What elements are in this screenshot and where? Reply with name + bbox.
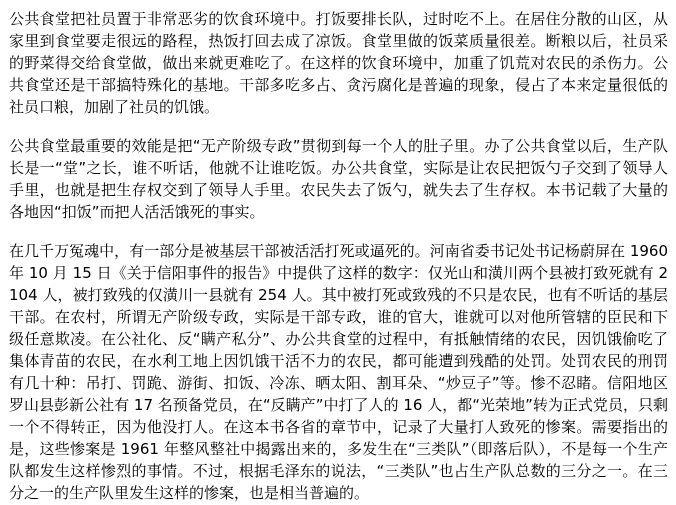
paragraph-canteen-dictatorship-control: 公共食堂最重要的效能是把“无产阶级专政”贯彻到每一个人的肚子里。办了公共食堂以后，生产队长是一“堂”之长，谁不听话，他就不让谁吃饭。办公共食堂，实际是让农民把饭勺子交到了领导人手里，也就是把生存权交到了领导人手里。农民失去了饭勺，就失去了生存权。本书记载了大量的各地因“扣饭”而把人活活饿死的事实。 [9, 137, 668, 221]
paragraph-cadre-beatings-statistics: 在几千万冤魂中，有一部分是被基层干部被活活打死或逼死的。河南省委书记处书记杨蔚屏在 1960 年 10 月 15 日《关于信阳事件的报告》中提供了这样的数字：仅光山和潢川两个县被打致死就有 2104 人，被打致残的仅潢川一县就有 254 人。其中被打死或致残的不只是农民，也有不听话的基层干部。在农村，所谓无产阶级专政，实际是干部专政，谁的官大，谁就可以对他所管辖的臣民和下级任意欺凌。在公社化、反“瞒产私分”、办公共食堂的过程中，有抵触情绪的农民，因饥饿偷吃了集体青苗的农民，在水利工地上因饥饿干活不力的农民，都可能遭到残酷的处罚。处罚农民的刑罚有几十种：吊打、罚跪、游街、扣饭、冷冻、晒太阳、割耳朵、“炒豆子”等。惨不忍睹。信阳地区罗山县彭新公社有 17 名预备党员，在“反瞒产”中打了人的 16 人，都“光荣地”转为正式党员，只剩一个不得转正，因为他没打人。在这本书各省的章节中，记录了大量打人致死的惨案。需要指出的是，这些惨案是 1961 年整风整社中揭露出来的，多发生在“三类队”（即落后队），不是每一个生产队都发生这样惨烈的事情。不过，根据毛泽东的说法，“三类队”也占生产队总数的三分之一。在三分之一的生产队里发生这样的惨案，也是相当普遍的。 [9, 242, 668, 502]
paragraph-canteen-eating-conditions: 公共食堂把社员置于非常恶劣的饮食环境中。打饭要排长队，过时吃不上。在居住分散的山区，从家里到食堂要走很远的路程，热饭打回去成了凉饭。食堂里做的饭菜质量很差。断粮以后，社员采的野菜得交给食堂做，做出来就更难吃了。在这样的饮食环境中，加重了饥荒对农民的杀伤力。公共食堂还是干部搞特殊化的基地。干部多吃多占、贪污腐化是普遍的现象，侵占了本来定量很低的社员口粮，加剧了社员的饥饿。 [9, 10, 668, 116]
